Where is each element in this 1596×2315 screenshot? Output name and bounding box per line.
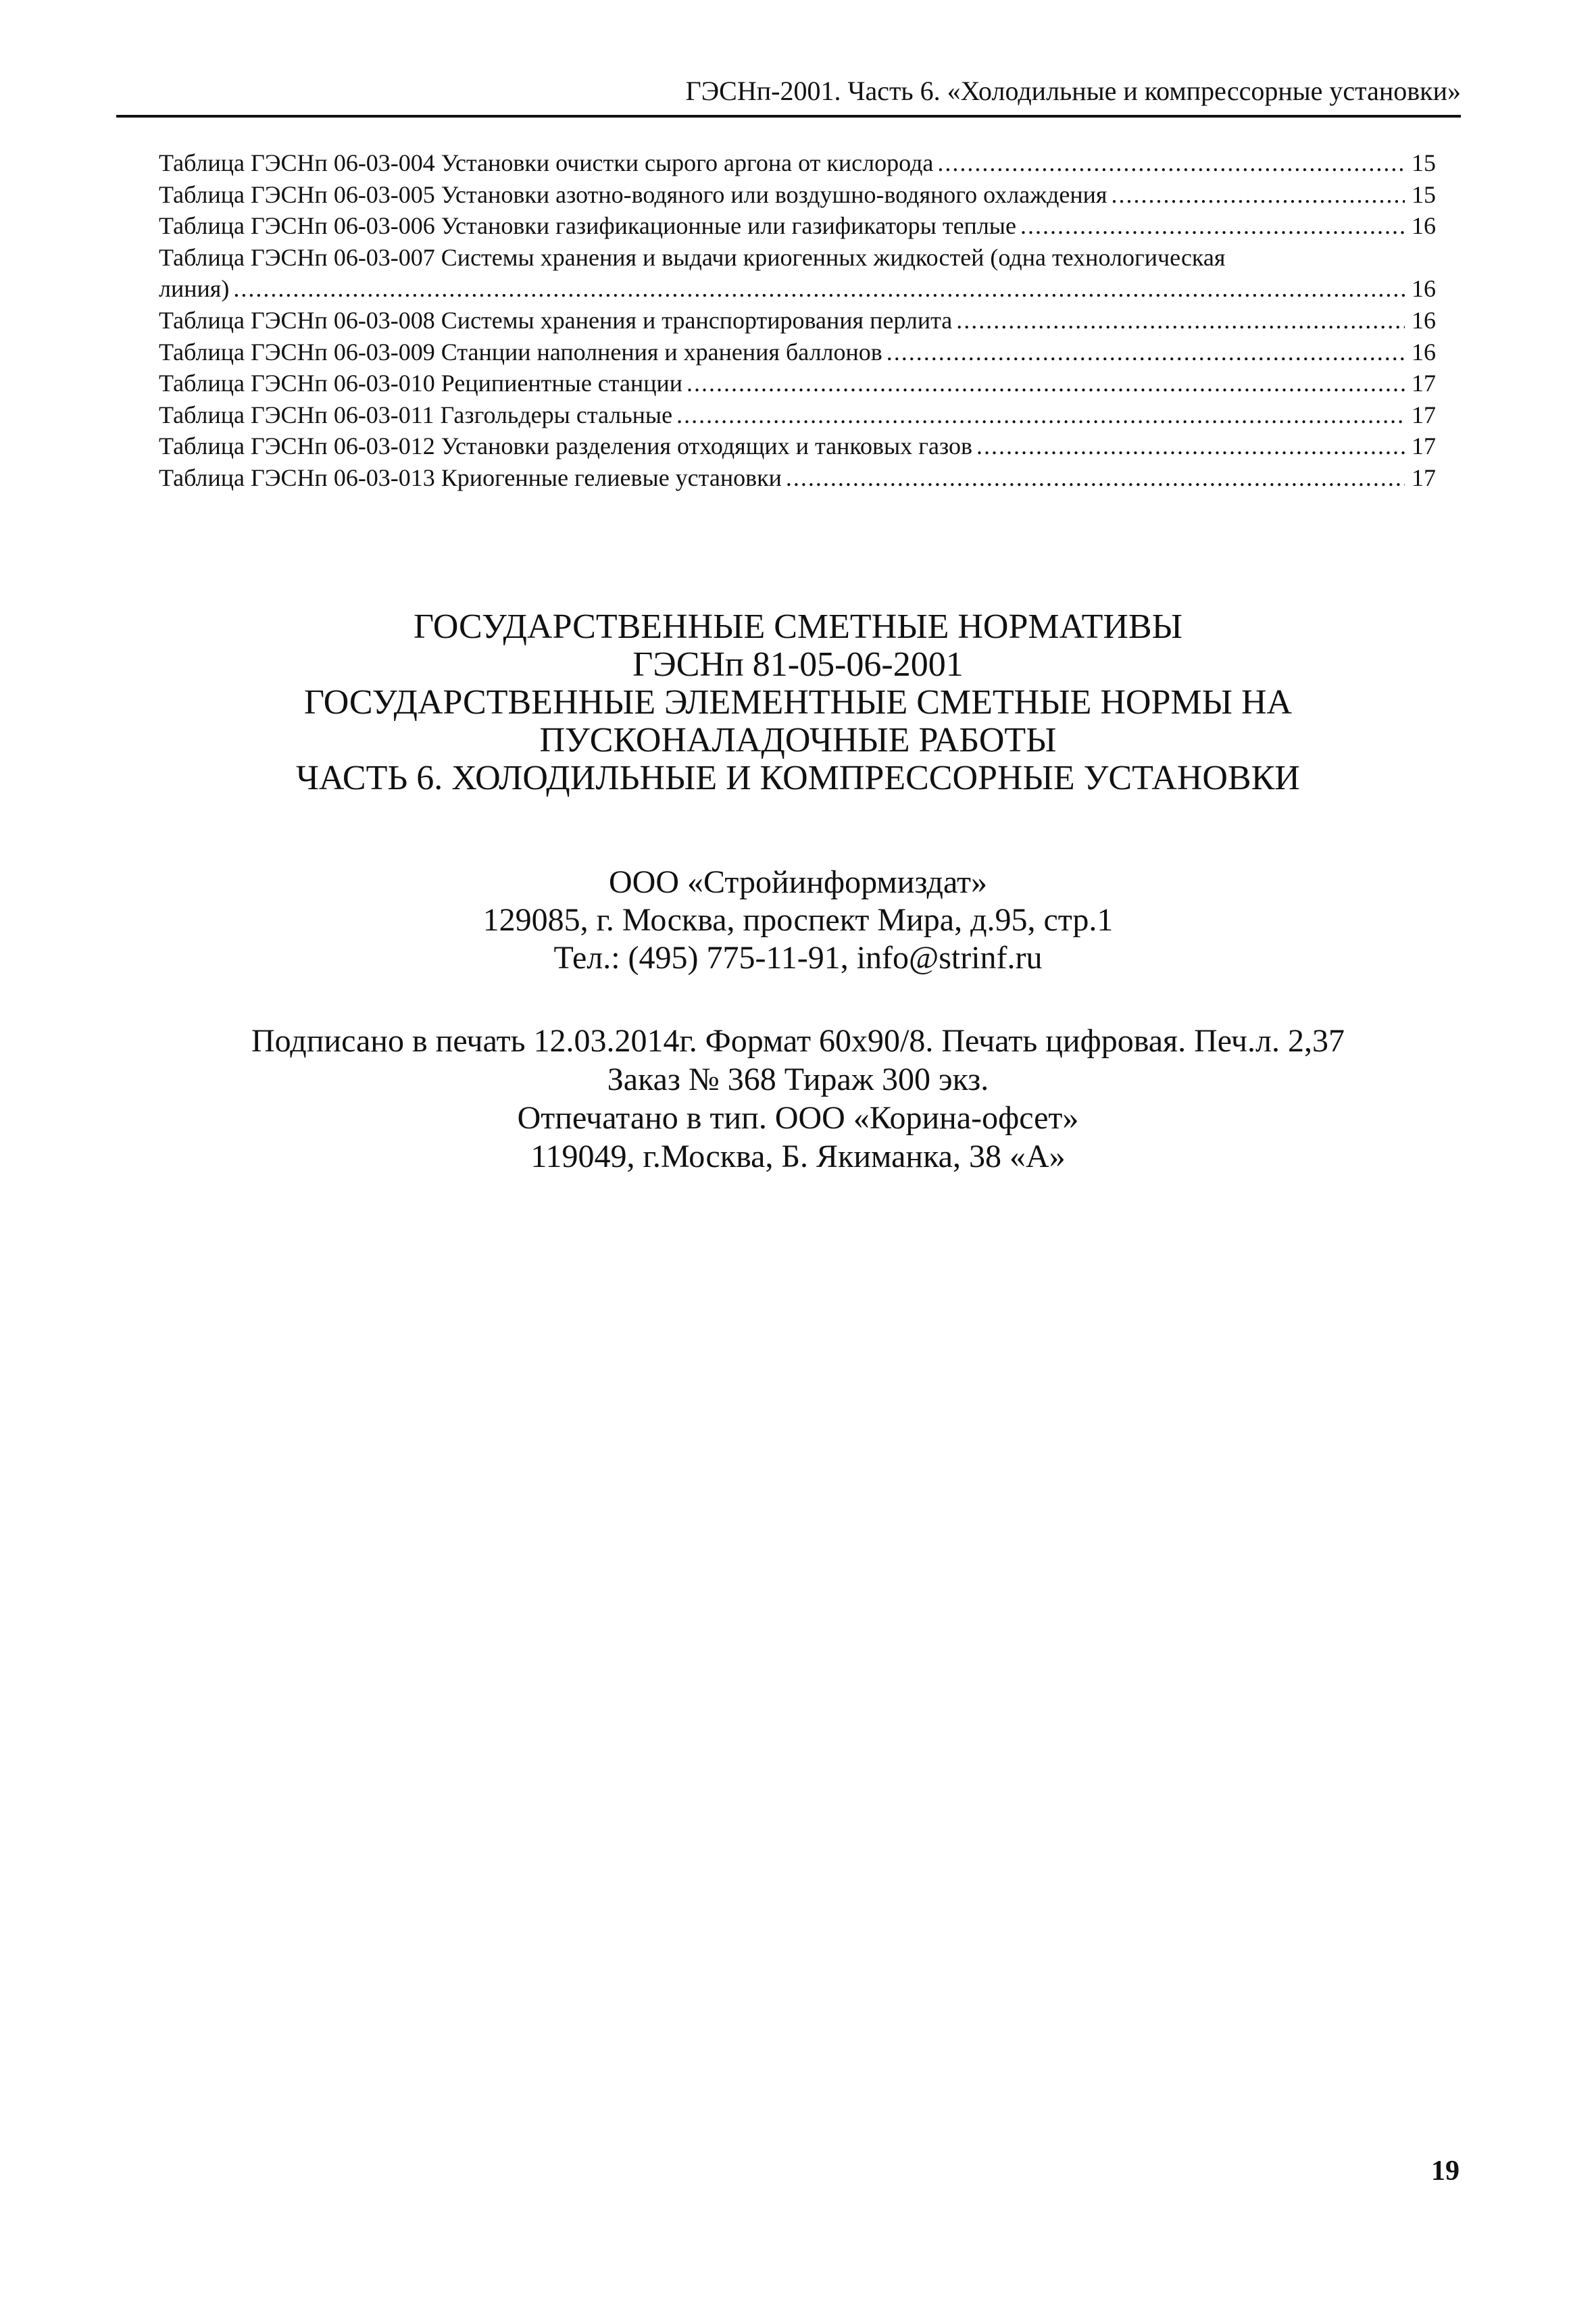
toc-page-number: 17 bbox=[1412, 464, 1436, 491]
toc-entry-title: Таблица ГЭСНп 06-03-004 Установки очистки сырого аргона от кислорода bbox=[159, 149, 934, 176]
toc-page-number: 15 bbox=[1412, 180, 1436, 208]
imprint-block bbox=[0, 1022, 1596, 1176]
toc-entry[interactable] bbox=[159, 368, 1436, 399]
toc-entry[interactable] bbox=[159, 179, 1436, 211]
toc-entry-title: Таблица ГЭСНп 06-03-012 Установки разделения отходящих и танковых газов bbox=[159, 432, 972, 460]
running-header: ГЭСНп-2001. Часть 6. «Холодильные и компрессорные установки» bbox=[685, 76, 1461, 106]
toc-entry-title: Таблица ГЭСНп 06-03-010 Реципиентные станции bbox=[159, 370, 682, 397]
title-code: ГЭСНп 81-05-06-2001 bbox=[632, 645, 964, 684]
title-norms-heading: ГОСУДАРСТВЕННЫЕ ЭЛЕМЕНТНЫЕ СМЕТНЫЕ НОРМЫ НА bbox=[303, 683, 1293, 722]
imprint-printer-address: 119049, г.Москва, Б. Якиманка, 38 «А» bbox=[530, 1139, 1066, 1174]
toc-page-number: 16 bbox=[1412, 275, 1436, 303]
toc-entry[interactable] bbox=[159, 242, 1436, 305]
toc-dot-leader bbox=[676, 399, 1405, 431]
toc-entry-title: Таблица ГЭСНп 06-03-009 Станции наполнения и хранения баллонов bbox=[159, 338, 882, 366]
toc-entry-title-continued: линия) bbox=[159, 275, 230, 303]
toc-entry[interactable] bbox=[159, 399, 1436, 431]
toc-page-number: 16 bbox=[1412, 306, 1436, 334]
document-title-block bbox=[0, 608, 1596, 797]
toc-dot-leader bbox=[687, 368, 1405, 399]
imprint-print-info: Подписано в печать 12.03.2014г. Формат 60х90/8. Печать цифровая. Печ.л. 2,37 bbox=[251, 1023, 1345, 1059]
toc-dot-leader bbox=[976, 430, 1405, 462]
toc-entry[interactable] bbox=[159, 462, 1436, 494]
toc-entry-title: Таблица ГЭСНп 06-03-006 Установки газификационные или газификаторы теплые bbox=[159, 212, 1016, 240]
toc-dot-leader bbox=[937, 147, 1405, 179]
toc-dot-leader bbox=[233, 273, 1405, 305]
toc-entry-title: Таблица ГЭСНп 06-03-013 Криогенные гелиевые установки bbox=[159, 464, 782, 491]
imprint-printer: Отпечатано в тип. ООО «Корина-офсет» bbox=[517, 1100, 1079, 1136]
imprint-order-info: Заказ № 368 Тираж 300 экз. bbox=[607, 1062, 989, 1097]
publisher-block bbox=[0, 864, 1596, 977]
toc-dot-leader bbox=[1020, 210, 1405, 242]
toc-dot-leader bbox=[786, 462, 1405, 494]
title-works-heading: ПУСКОНАЛАДОЧНЫЕ РАБОТЫ bbox=[539, 721, 1057, 760]
title-part-heading: ЧАСТЬ 6. ХОЛОДИЛЬНЫЕ И КОМПРЕССОРНЫЕ УСТАНОВКИ bbox=[296, 759, 1300, 797]
title-standards-heading: ГОСУДАРСТВЕННЫЕ СМЕТНЫЕ НОРМАТИВЫ bbox=[414, 607, 1182, 646]
table-of-contents bbox=[159, 147, 1436, 494]
toc-entry-title: Таблица ГЭСНп 06-03-008 Системы хранения и транспортирования перлита bbox=[159, 306, 953, 334]
publisher-contact: Тел.: (495) 775-11-91, info@strinf.ru bbox=[553, 940, 1043, 976]
toc-entry-title: Таблица ГЭСНп 06-03-005 Установки азотно-водяного или воздушно-водяного охлаждения bbox=[159, 180, 1107, 208]
toc-dot-leader bbox=[887, 337, 1405, 368]
toc-entry[interactable] bbox=[159, 210, 1436, 242]
page-number: 19 bbox=[1431, 2156, 1460, 2187]
toc-page-number: 15 bbox=[1412, 149, 1436, 176]
header-rule bbox=[116, 115, 1461, 118]
toc-page-number: 17 bbox=[1412, 370, 1436, 397]
toc-page-number: 17 bbox=[1412, 432, 1436, 460]
toc-page-number: 16 bbox=[1412, 338, 1436, 366]
toc-page-number: 16 bbox=[1412, 212, 1436, 240]
toc-entry[interactable] bbox=[159, 337, 1436, 368]
publisher-address: 129085, г. Москва, проспект Мира, д.95, стр.1 bbox=[482, 902, 1114, 938]
toc-dot-leader bbox=[956, 305, 1405, 337]
toc-entry[interactable] bbox=[159, 430, 1436, 462]
toc-entry[interactable] bbox=[159, 147, 1436, 179]
publisher-name: ООО «Стройинформиздат» bbox=[609, 864, 987, 900]
toc-dot-leader bbox=[1111, 179, 1405, 211]
toc-entry[interactable] bbox=[159, 305, 1436, 337]
toc-entry-title: Таблица ГЭСНп 06-03-007 Системы хранения и выдачи криогенных жидкостей (одна технологическая bbox=[159, 243, 1226, 271]
toc-entry-title: Таблица ГЭСНп 06-03-011 Газгольдеры стальные bbox=[159, 401, 673, 428]
toc-page-number: 17 bbox=[1412, 401, 1436, 428]
